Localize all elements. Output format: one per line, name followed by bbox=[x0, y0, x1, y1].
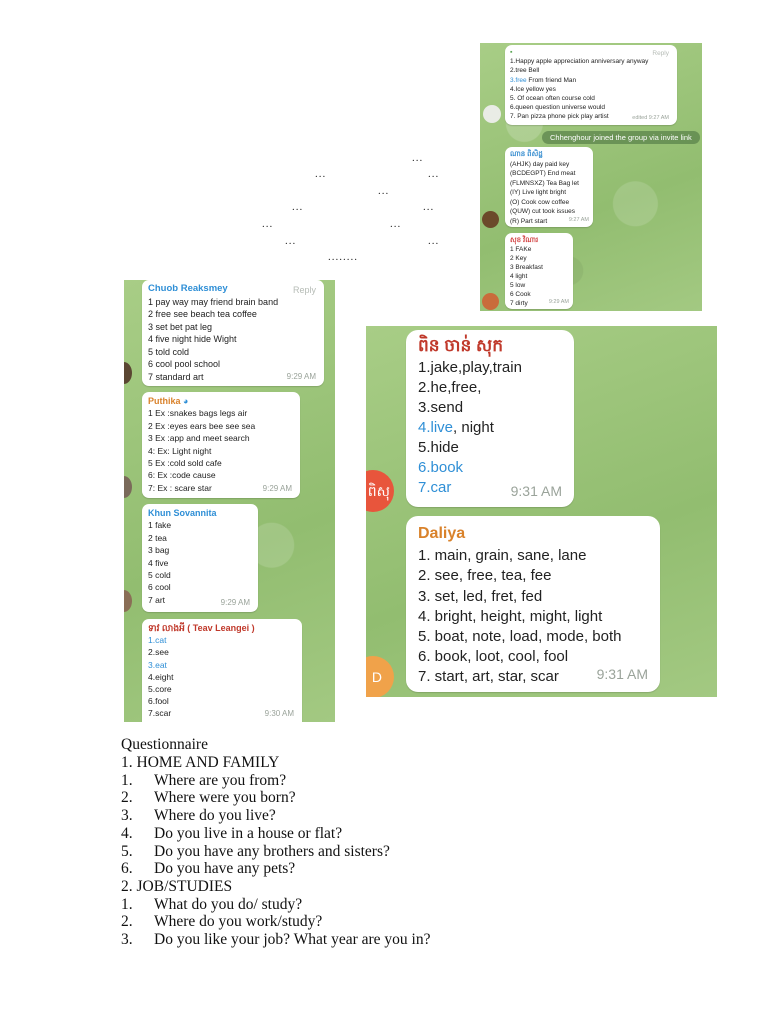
avatar: ពិសុ bbox=[366, 470, 394, 512]
message-line: 2 free see beach tea coffee bbox=[148, 309, 257, 319]
message-bubble bbox=[142, 392, 300, 498]
message-bubble bbox=[505, 147, 593, 227]
dots-7: ... bbox=[262, 218, 274, 230]
message-line: 7: Ex : scare star bbox=[148, 482, 212, 493]
dots-8: ... bbox=[390, 218, 402, 230]
avatar bbox=[124, 362, 132, 384]
message-line: 2.he,free, bbox=[418, 379, 482, 396]
message-line: 7 art bbox=[148, 594, 166, 605]
message-line: 3.free From friend Man bbox=[510, 76, 577, 84]
message-line: 1 pay way may friend brain band bbox=[148, 296, 279, 307]
sender-name: Daliya bbox=[418, 525, 466, 542]
reply-label[interactable]: Reply bbox=[652, 50, 669, 57]
message-line: 4 light bbox=[510, 273, 528, 280]
message-line: 6.queen question universe would bbox=[510, 104, 606, 112]
message-bubble bbox=[505, 45, 677, 125]
message-line: 3 Breakfast bbox=[510, 264, 543, 271]
message-line: 5 told cold bbox=[148, 346, 190, 357]
message-line: 7.car bbox=[418, 479, 452, 496]
message-line: 1 FAKe bbox=[510, 246, 532, 253]
question-item: 6. Do you have any pets? bbox=[121, 860, 296, 877]
question-item: 2. Where were you born? bbox=[121, 789, 296, 806]
question-item: 4. Do you live in a house or flat? bbox=[121, 825, 343, 842]
message-line: 4.Ice yellow yes bbox=[510, 85, 556, 93]
message-time: 9:29 AM bbox=[220, 597, 250, 607]
dots-10: ... bbox=[428, 235, 440, 247]
message-line: 5.core bbox=[148, 684, 172, 695]
avatar: D bbox=[366, 656, 394, 697]
message-line: 6 Cook bbox=[510, 291, 531, 298]
message-line: (BCDEGPT) End meat bbox=[510, 170, 576, 177]
message-line: 4 five bbox=[148, 557, 169, 568]
section-heading: 2. JOB/STUDIES bbox=[121, 878, 233, 895]
message-time: 9:29 AM bbox=[286, 371, 316, 381]
avatar bbox=[482, 211, 499, 228]
question-item: 3. Where do you live? bbox=[121, 807, 276, 824]
message-line: (FLMNSXZ) Tea Bag let bbox=[510, 179, 579, 187]
message-line: 3. set, led, fret, fed bbox=[418, 587, 543, 605]
chat-screenshot-left bbox=[124, 280, 335, 722]
message-time: 9:29 AM bbox=[548, 299, 569, 305]
questionnaire-title: Questionnaire bbox=[121, 736, 208, 753]
message-line: 3 set bet pat leg bbox=[148, 321, 213, 332]
question-item: 1. What do you do/ study? bbox=[121, 896, 303, 913]
message-bubble bbox=[406, 516, 660, 692]
message-time: edited 9:27 AM bbox=[632, 114, 669, 121]
question-item: 2. Where do you work/study? bbox=[121, 913, 323, 930]
message-line: 4.eight bbox=[148, 671, 174, 682]
reply-label[interactable]: Reply bbox=[292, 285, 316, 295]
message-line: 4. bright, height, might, light bbox=[418, 607, 603, 625]
section-heading: 1. HOME AND FAMILY bbox=[121, 754, 280, 771]
dots-4: ... bbox=[378, 185, 390, 197]
dots-9: ... bbox=[285, 235, 297, 247]
join-notice: Chhenghour joined the group via invite link bbox=[542, 131, 700, 144]
question-item: 1. Where are you from? bbox=[121, 772, 287, 789]
message-line: 6.fool bbox=[148, 696, 169, 707]
message-bubble bbox=[142, 504, 258, 612]
message-line: 5. boat, note, load, mode, both bbox=[418, 628, 622, 646]
message-time: 9:31 AM bbox=[510, 483, 562, 499]
dots-2: ... bbox=[315, 168, 327, 180]
dots-3: ... bbox=[428, 168, 440, 180]
sticker-icon: ◕ bbox=[183, 396, 189, 406]
message-line: 4: Ex: Light night bbox=[148, 445, 212, 456]
message-bubble bbox=[142, 619, 302, 722]
message-line: 3 Ex :app and meet search bbox=[148, 433, 250, 444]
avatar bbox=[124, 476, 132, 498]
message-line: 2. see, free, tea, fee bbox=[418, 567, 552, 585]
message-line: 6 cool bbox=[148, 582, 171, 593]
message-line: (AHJK) day paid key bbox=[510, 160, 570, 168]
message-line: 6.book bbox=[418, 459, 464, 476]
dots-11: ........ bbox=[328, 251, 358, 263]
message-line: 5. Of ocean often course cold bbox=[510, 95, 595, 103]
chat-screenshot-top-right bbox=[480, 43, 702, 311]
sender-name: ពិន ចាន់ សុក bbox=[418, 336, 503, 355]
message-line: 3.send bbox=[418, 399, 464, 416]
message-line: 1. main, grain, sane, lane bbox=[418, 547, 587, 565]
question-item: 3. Do you like your job? What year are you in? bbox=[121, 931, 431, 948]
message-line: 7 dirty bbox=[510, 300, 528, 307]
message-line: (O) Cook cow coffee bbox=[510, 198, 570, 206]
message-line: 1 fake bbox=[148, 520, 172, 531]
message-line: (IY) Live light bright bbox=[510, 189, 566, 196]
message-time: 9:30 AM bbox=[264, 708, 294, 718]
message-line: 4 five night hide Wight bbox=[148, 334, 237, 344]
message-line: 2 Ex :eyes ears bee see sea bbox=[148, 420, 256, 431]
message-time: 9:27 AM bbox=[568, 216, 589, 223]
dots-1: ... bbox=[412, 152, 424, 164]
message-line: 1.cat bbox=[148, 635, 167, 646]
avatar bbox=[124, 590, 132, 612]
message-line: 6. book, loot, cool, fool bbox=[418, 648, 569, 666]
message-time: 9:31 AM bbox=[596, 665, 648, 682]
message-line: 5 low bbox=[510, 282, 526, 289]
sender-name: Khun Sovannita bbox=[148, 508, 217, 518]
message-time: 9:29 AM bbox=[262, 483, 292, 493]
dots-5: ... bbox=[292, 201, 304, 213]
dots-6: ... bbox=[423, 201, 435, 213]
message-line: 2.tree Bell bbox=[510, 67, 540, 75]
avatar bbox=[482, 293, 499, 310]
message-line: 1.Happy apple appreciation anniversary anyway bbox=[510, 58, 649, 66]
message-line: 5 Ex :cold sold cafe bbox=[148, 458, 222, 469]
message-line: 3 bag bbox=[148, 545, 170, 556]
message-line: 5 cold bbox=[148, 570, 171, 581]
message-line: (R) Part start bbox=[510, 217, 548, 225]
message-line: 1 Ex :snakes bags legs air bbox=[148, 408, 248, 419]
message-line: 1.jake,play,train bbox=[418, 359, 522, 376]
sender-name: ▪ bbox=[510, 49, 513, 56]
message-line: 3.eat bbox=[148, 659, 167, 670]
message-line: 7. Pan pizza phone pick play artist bbox=[510, 113, 609, 121]
message-bubble bbox=[142, 280, 324, 386]
sender-name: Chuob Reaksmey bbox=[148, 283, 228, 294]
message-bubble bbox=[406, 330, 574, 507]
question-item: 5. Do you have any brothers and sisters? bbox=[121, 843, 390, 860]
message-line: 7. start, art, star, scar bbox=[418, 668, 559, 686]
message-bubble bbox=[505, 233, 573, 309]
chat-screenshot-right bbox=[366, 326, 717, 697]
sender-name: ទាវ លាងអី ( Teav Leangei ) bbox=[148, 623, 255, 633]
message-line: 5.hide bbox=[418, 439, 459, 456]
message-line: 2.see bbox=[148, 647, 169, 658]
message-line: (QUW) cut took issues bbox=[510, 208, 576, 215]
message-line: 6 cool pool school bbox=[148, 359, 221, 369]
message-line: 6: Ex :code cause bbox=[148, 470, 216, 481]
message-line: 7 standard art bbox=[148, 371, 204, 382]
message-line: 7.scar bbox=[148, 708, 172, 719]
message-line: 2 Key bbox=[510, 255, 527, 262]
sender-name: ណាន ពិសិដ្ឋ bbox=[510, 151, 543, 158]
message-line: 4.live, night bbox=[418, 419, 494, 436]
message-line: 2 tea bbox=[148, 532, 167, 543]
avatar bbox=[483, 105, 501, 123]
sender-name: សុខ វិណារ bbox=[510, 237, 539, 244]
sender-name: Puthika ◕ bbox=[148, 396, 189, 406]
